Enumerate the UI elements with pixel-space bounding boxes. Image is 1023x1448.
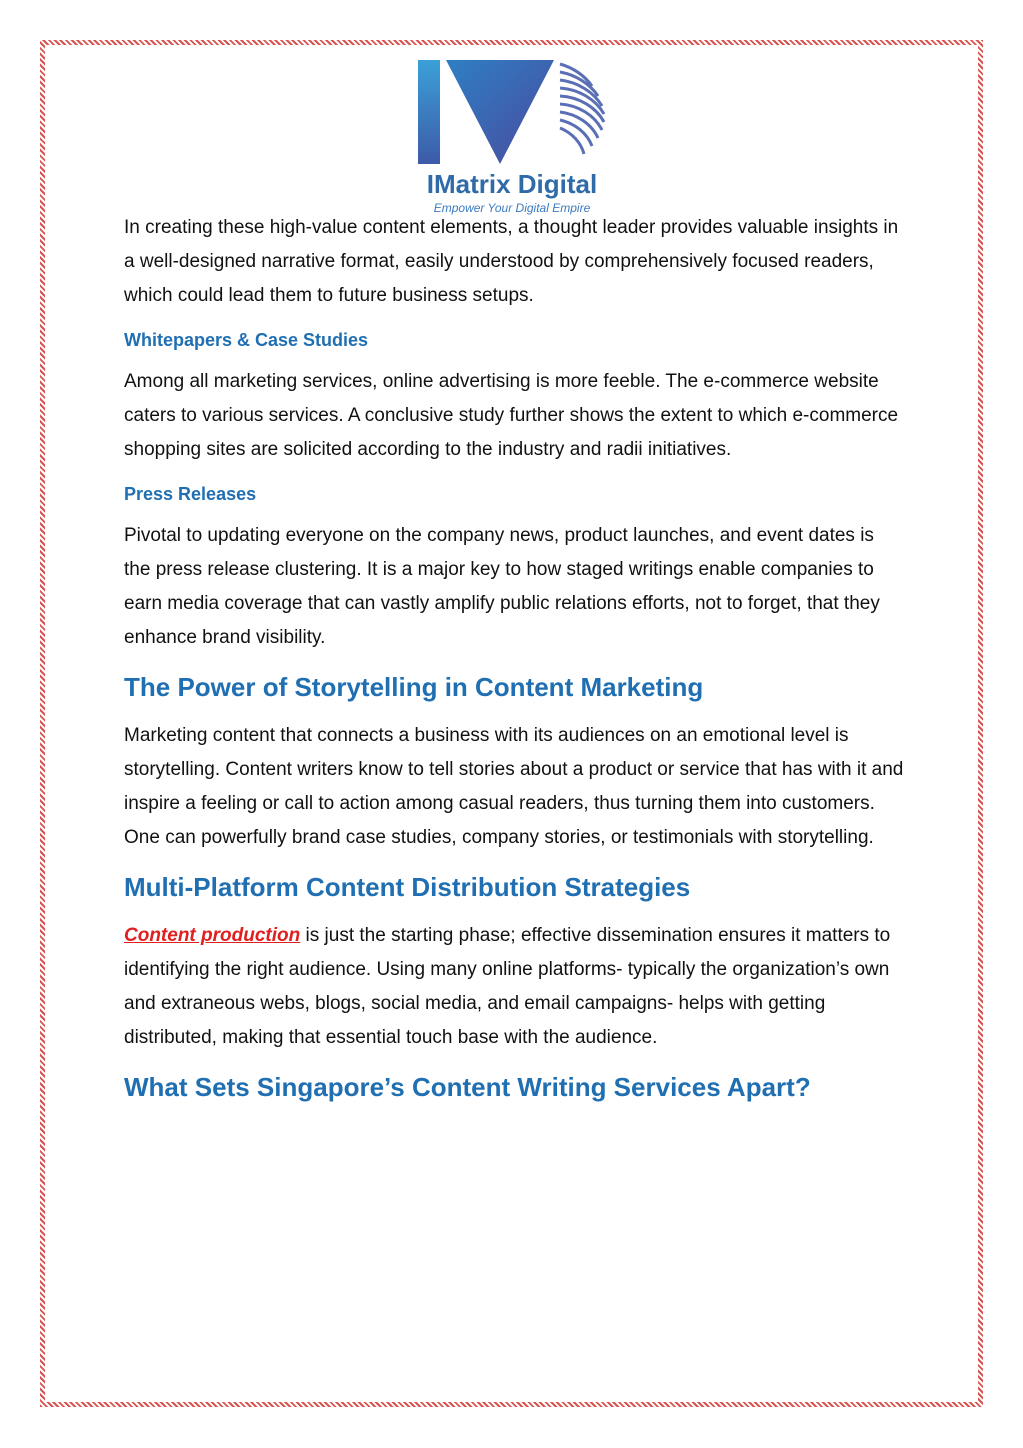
storytelling-heading: The Power of Storytelling in Content Marketing [124, 672, 704, 702]
whitepapers-heading: Whitepapers & Case Studies [124, 330, 369, 350]
press-releases-paragraph: Pivotal to updating everyone on the company news, product launches, and event dates is the press release clustering. It is a major key to how staged writings enable companies to earn media coverage that can vastly amplify public relations efforts, not to forget, that they enhance brand visibility. [124, 525, 880, 648]
logo-mark-icon [414, 56, 610, 168]
intro-paragraph: In creating these high-value content elements, a thought leader provides valuable insights in a well-designed narrative format, easily understood by comprehensively focused readers, which could lead them to future business setups. [124, 217, 899, 306]
distribution-paragraph-text: is just the starting phase; effective dissemination ensures it matters to identifying the right audience. Using many online platforms- typically the organization’s own and extraneous webs, blogs, social media, and email campaigns- helps with getting distributed, making that essential touch base with the audience. [124, 925, 891, 1048]
logo-tagline: Empower Your Digital Empire [433, 201, 591, 215]
logo-name: IMatrix Digital [426, 169, 598, 199]
distribution-paragraph [124, 919, 904, 1055]
document-body [124, 211, 904, 1119]
distribution-heading: Multi-Platform Content Distribution Strategies [124, 872, 691, 902]
singapore-heading: What Sets Singapore’s Content Writing Services Apart? [124, 1072, 811, 1102]
whitepapers-paragraph: Among all marketing services, online advertising is more feeble. The e-commerce website caters to various services. A conclusive study further shows the extent to which e-commerce shopping sites are solicited according to the industry and radii initiatives. [124, 371, 899, 460]
content-production-link[interactable]: Content production [124, 925, 301, 946]
storytelling-paragraph: Marketing content that connects a business with its audiences on an emotional level is storytelling. Content writers know to tell stories about a product or service that has with it and inspire a feeling or call to action among casual readers, thus turning them into customers. One can powerfully brand case studies, company stories, or testimonials with storytelling. [124, 725, 904, 848]
press-releases-heading: Press Releases [124, 484, 257, 504]
logo [414, 56, 610, 216]
